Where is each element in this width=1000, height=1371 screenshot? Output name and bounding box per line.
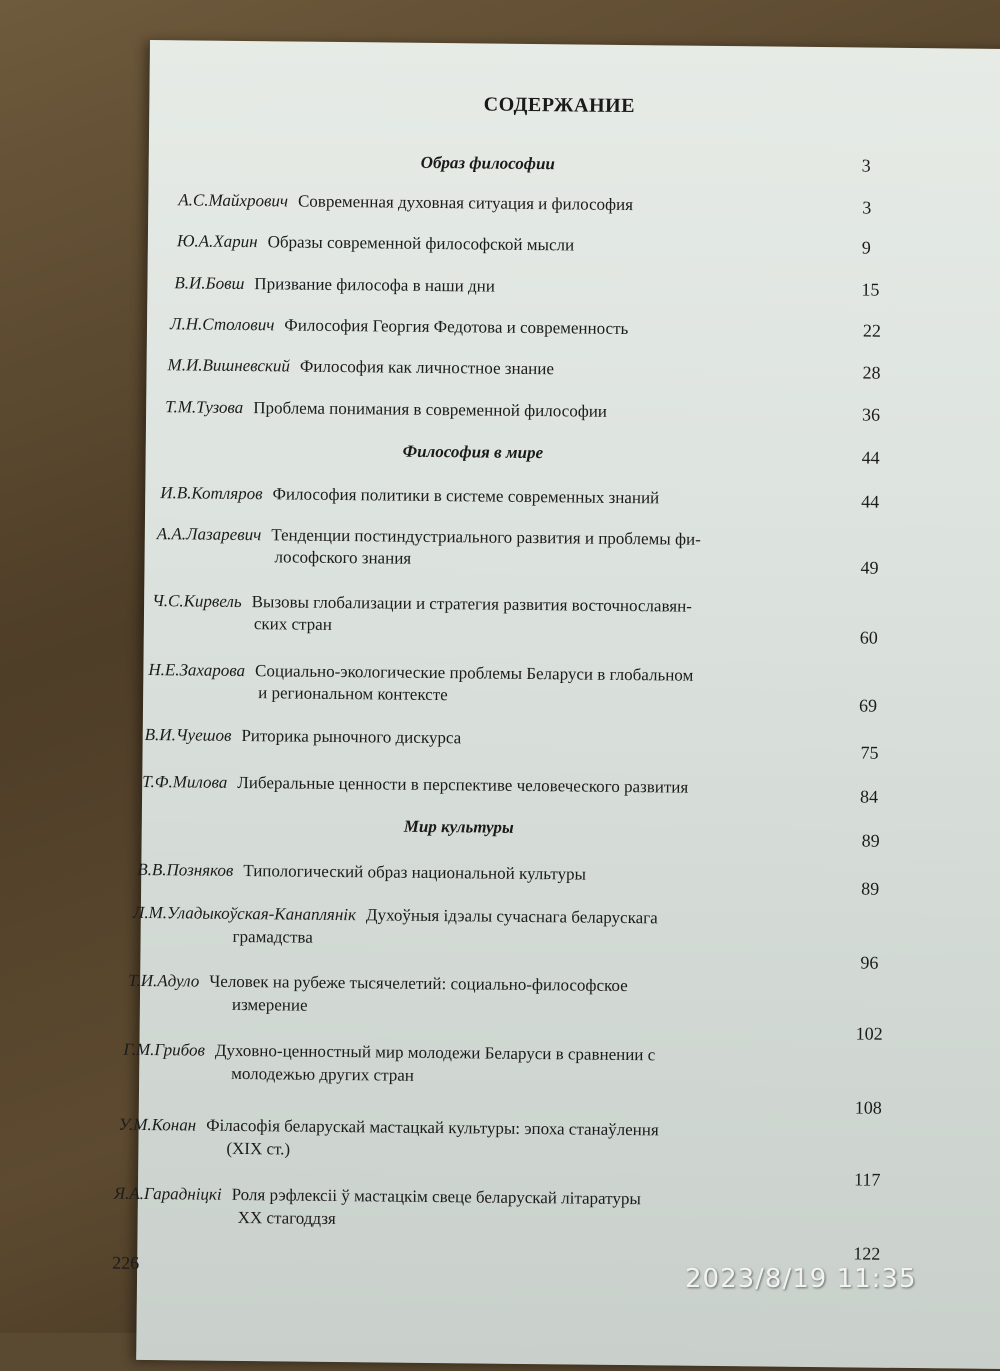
entry-title: Либеральные ценности в перспективе человеческого развития: [237, 772, 689, 797]
entry-title: Социально-экологические проблемы Беларуси в глобальном: [254, 661, 694, 685]
section-title: Философия в мире: [402, 441, 544, 463]
entry-author: У.М.Конан: [118, 1114, 197, 1135]
entry-page: 15: [861, 279, 880, 300]
photo-timestamp: 2023/8/19 11:35: [685, 1264, 917, 1294]
entry-page: 9: [861, 237, 871, 258]
entry-author: В.И.Бовш: [174, 273, 245, 294]
entry-title: Риторика рыночного дискурса: [241, 725, 462, 748]
entry-author: Ч.С.Кирвель: [152, 591, 242, 611]
entry-title: Вызовы глобализации и стратегия развития восточнославян-: [251, 592, 693, 616]
toc-entry-continuation: [231, 1064, 1000, 1093]
entry-page: 96: [860, 952, 879, 973]
entry-author: Н.Е.Захарова: [148, 660, 246, 681]
entry-author: Т.М.Тузова: [165, 397, 244, 417]
entry-page: 117: [854, 1169, 881, 1190]
entry-title: Проблема понимания в современной философии: [253, 398, 608, 421]
section-title: Мир культуры: [403, 816, 514, 837]
entry-title: Призвание философа в наши дни: [254, 274, 495, 296]
entry-title: Современная духовная ситуация и философия: [297, 191, 634, 215]
section-page: 44: [861, 447, 880, 468]
entry-title: и региональном контексте: [258, 683, 448, 705]
entry-page: 3: [862, 197, 872, 218]
entry-page: 102: [855, 1023, 883, 1044]
entry-title: Человек на рубеже тысячелетий: социально-философское: [209, 971, 628, 996]
toc-entry-continuation: [232, 995, 1000, 1024]
entry-author: Ю.А.Харин: [176, 231, 258, 252]
entry-author: В.В.Позняков: [137, 859, 234, 880]
entry-title: грамадства: [232, 926, 313, 947]
entry-title: Духоўныя ідэалы сучаснага беларускага: [365, 905, 658, 928]
entry-page: 44: [861, 491, 880, 512]
entry-title: Образы современной философской мысли: [267, 232, 575, 255]
entry-page: 84: [860, 786, 879, 807]
entry-author: А.С.Майхрович: [178, 190, 289, 211]
entry-page: 49: [860, 557, 879, 578]
entry-title: Типологический образ национальной культуры: [243, 861, 587, 884]
toc-entry-continuation: [226, 1139, 1000, 1168]
entry-title: Філасофія беларускай мастацкай культуры: эпоха станаўлення: [206, 1115, 659, 1140]
entry-page: 89: [861, 878, 880, 899]
toc-entry-continuation: [233, 927, 1000, 956]
entry-author: Т.И.Адуло: [128, 970, 200, 991]
entry-title: Философия как личностное знание: [299, 356, 555, 379]
entry-title: лософского знания: [274, 547, 412, 568]
entry-author: Т.Ф.Милова: [142, 771, 228, 792]
entry-page: 108: [854, 1097, 882, 1118]
page-heading: СОДЕРЖАНИЕ: [483, 93, 636, 118]
entry-page: 36: [862, 404, 881, 425]
entry-page: 22: [862, 320, 882, 341]
toc-entry-continuation: [238, 1208, 1000, 1237]
entry-author: М.И.Вишневский: [167, 355, 290, 376]
entry-title: Тенденции постиндустриального развития и проблемы фи-: [271, 525, 701, 549]
section-page: 3: [861, 155, 871, 176]
entry-author: Л.М.Уладыкоўская-Канаплянік: [132, 902, 357, 925]
entry-title: ских стран: [253, 614, 332, 634]
entry-title: Философия Георгия Федотова и современность: [284, 315, 629, 339]
entry-title: Духовно-ценностный мир молодежи Беларуси в сравнении с: [214, 1040, 656, 1065]
entry-page: 75: [860, 742, 879, 763]
entry-page: 28: [862, 362, 881, 383]
entry-title: измерение: [231, 994, 308, 1015]
entry-author: Г.М.Грибов: [123, 1039, 205, 1060]
entry-title: Философия политики в системе современных знаний: [272, 484, 660, 508]
entry-author: И.В.Котляров: [160, 483, 263, 504]
entry-author: Я.А.Гарадніцкі: [113, 1183, 222, 1204]
entry-title: (XIX ст.): [226, 1138, 291, 1159]
entry-page: 122: [853, 1243, 881, 1264]
section-title: Образ философии: [420, 152, 556, 174]
toc-entry: [177, 231, 1000, 260]
book-page: [112, 40, 1000, 1369]
entry-page: 60: [859, 627, 878, 648]
page-folio-number: 226: [112, 1252, 140, 1273]
entry-author: В.И.Чуешов: [144, 724, 232, 745]
section-page: 89: [861, 830, 880, 851]
toc-entry: [178, 190, 1000, 219]
entry-title: XX стагоддзя: [237, 1207, 336, 1229]
entry-title: молодежью других стран: [231, 1063, 415, 1085]
entry-page: 69: [858, 695, 878, 716]
entry-author: Л.Н.Столович: [169, 314, 275, 335]
entry-author: А.А.Лазаревич: [156, 524, 262, 545]
entry-title: Роля рэфлексіі ў мастацкім свеце беларускай літаратуры: [231, 1184, 641, 1209]
